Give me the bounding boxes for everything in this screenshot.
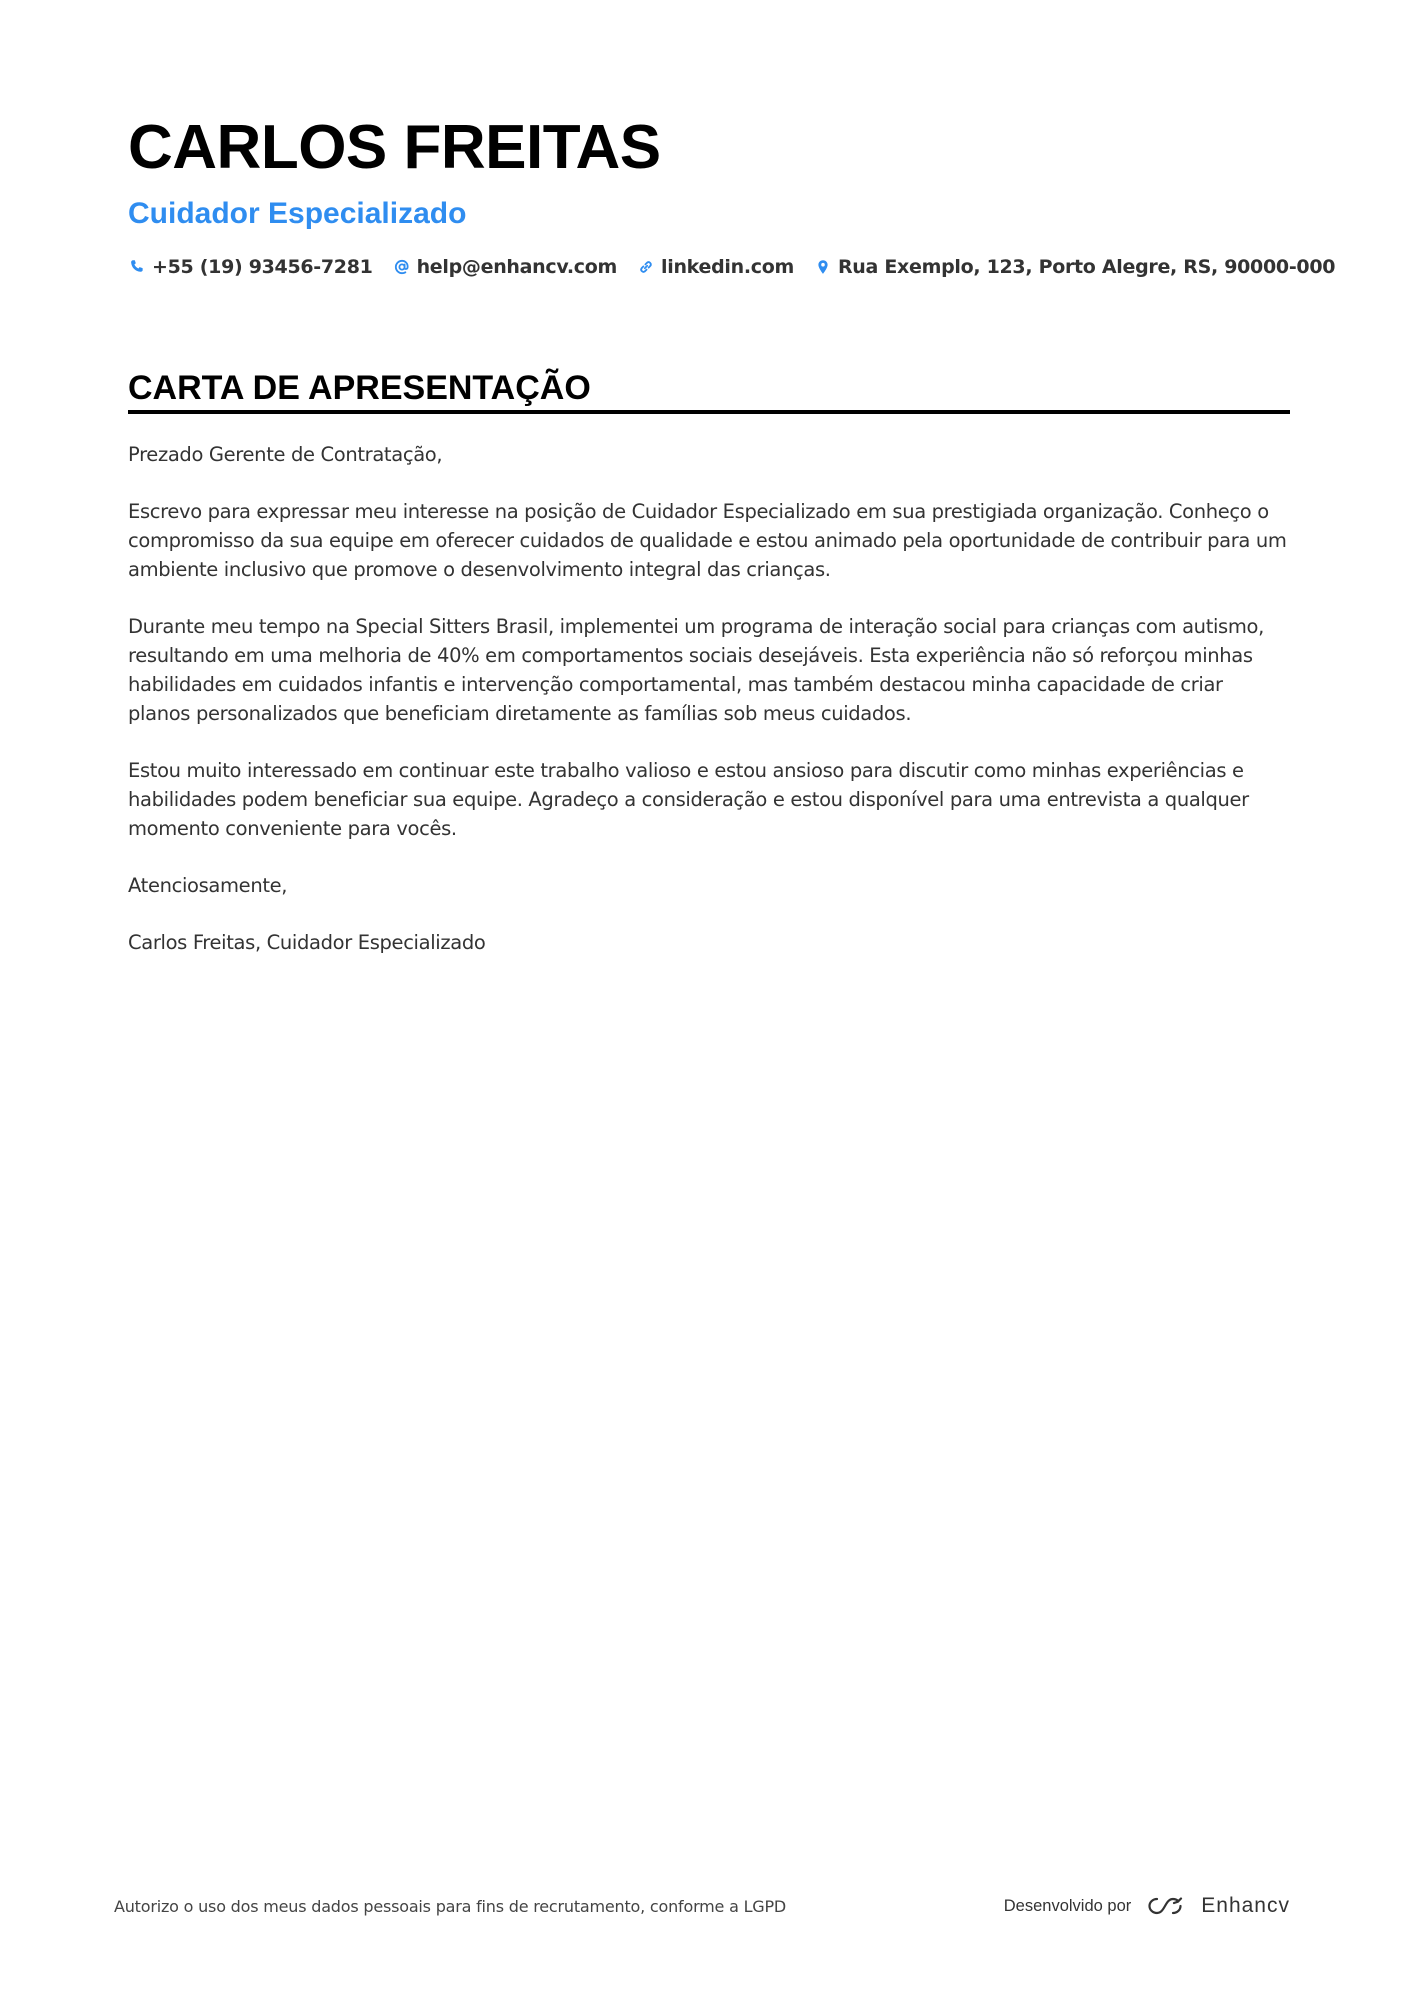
enhancv-logo-icon: [1143, 1893, 1189, 1919]
letter-body: [128, 440, 1290, 985]
contact-email-text[interactable]: help@enhancv.com: [416, 256, 618, 278]
footer: [114, 1886, 1290, 1926]
powered-by: [1004, 1893, 1290, 1919]
section-divider: [128, 410, 1290, 414]
letter-closing: Atenciosamente,: [128, 874, 288, 897]
phone-icon: [128, 258, 146, 276]
location-pin-icon: [814, 258, 832, 276]
letter-paragraph: Escrevo para expressar meu interesse na posição de Cuidador Especializado em sua prestigiada organização. Conheço o compromisso da sua equipe em oferecer cuidados de qualidade e estou animado pela oportunidade de contribuir para um ambiente inclusivo que promove o desenvolvimento integral das crianças.: [128, 500, 1287, 581]
contact-linkedin-text[interactable]: linkedin.com: [661, 256, 794, 278]
candidate-name: CARLOS FREITAS: [128, 113, 661, 182]
header: [128, 108, 1336, 278]
section-title: CARTA DE APRESENTAÇÃO: [128, 369, 591, 407]
contact-linkedin: [637, 256, 794, 278]
letter-signature: Carlos Freitas, Cuidador Especializado: [128, 931, 486, 954]
contact-info: [128, 256, 1336, 278]
job-title: Cuidador Especializado: [128, 197, 467, 230]
consent-text: Autorizo o uso dos meus dados pessoais para fins de recrutamento, conforme a LGPD: [114, 1896, 787, 1916]
powered-by-label: Desenvolvido por: [1003, 1896, 1132, 1915]
at-icon: [393, 258, 411, 276]
link-icon: [637, 258, 655, 276]
letter-salutation: Prezado Gerente de Contratação,: [128, 443, 443, 466]
brand-name: Enhancv: [1201, 1894, 1290, 1917]
contact-email: [393, 256, 617, 278]
contact-phone: [128, 256, 373, 278]
contact-phone-text: +55 (19) 93456-7281: [152, 256, 373, 278]
letter-paragraph: Estou muito interessado em continuar este trabalho valioso e estou ansioso para discutir como minhas experiências e habilidades podem beneficiar sua equipe. Agradeço a consideração e estou disponível para uma entrevista a qualquer momento conveniente para vocês.: [128, 759, 1249, 840]
contact-address-text: Rua Exemplo, 123, Porto Alegre, RS, 90000-000: [837, 256, 1336, 278]
contact-address: [814, 256, 1335, 278]
letter-paragraph: Durante meu tempo na Special Sitters Brasil, implementei um programa de interação social para crianças com autismo, resultando em uma melhoria de 40% em comportamentos sociais desejáveis. Esta experiência não só reforçou minhas habilidades em cuidados infantis e intervenção comportamental, mas também destacou minha capacidade de criar planos personalizados que beneficiam diretamente as famílias sob meus cuidados.: [128, 615, 1264, 725]
